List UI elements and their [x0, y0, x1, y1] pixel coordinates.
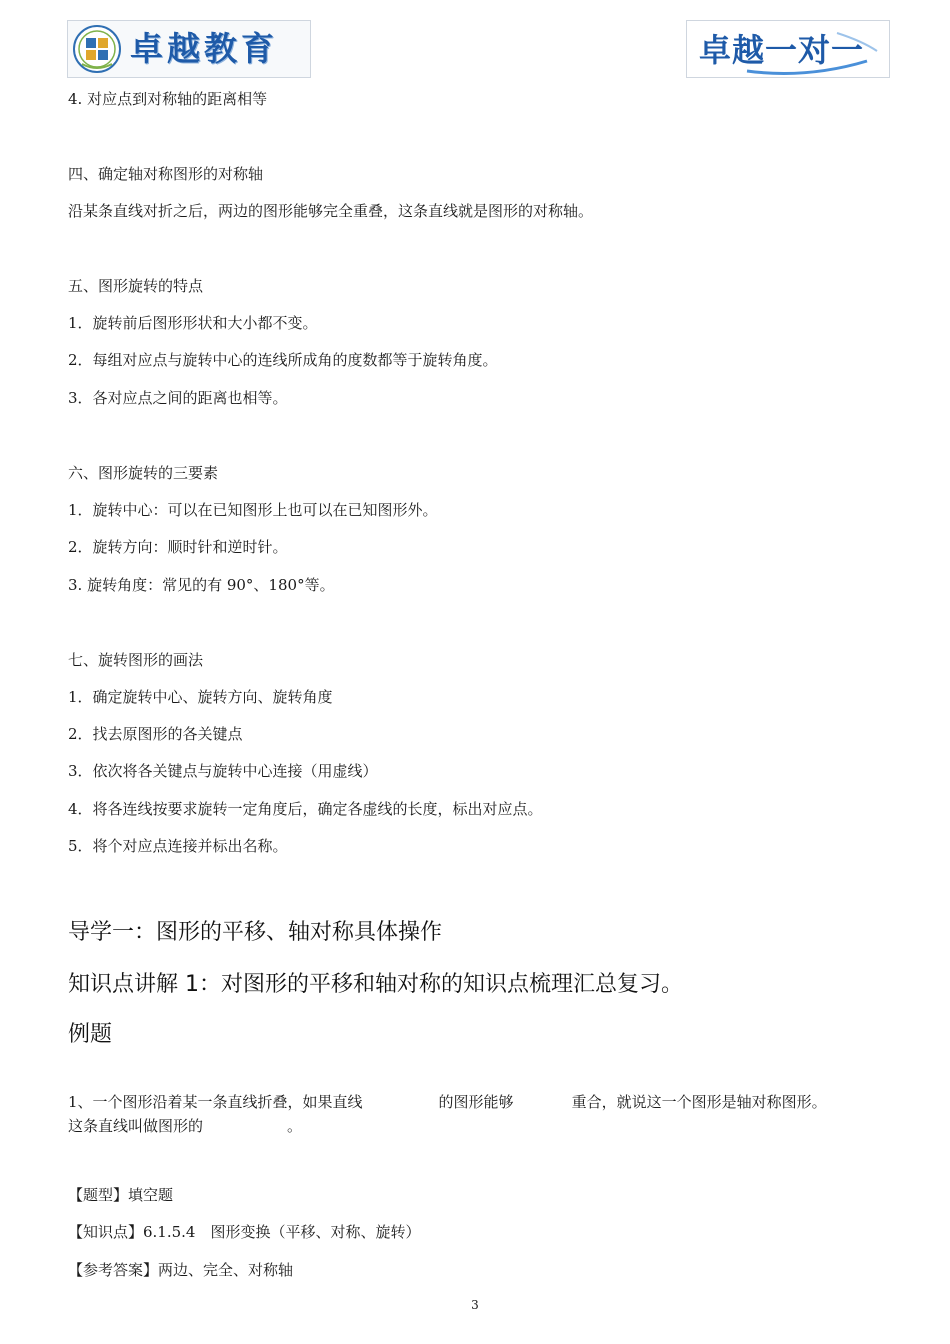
question-text: 这条直线叫做图形的	[68, 1117, 204, 1135]
question-line-2	[68, 1116, 302, 1136]
section-heading: 五、图形旋转的特点	[68, 277, 204, 295]
guide-heading: 导学一：图形的平移、轴对称具体操作	[68, 920, 443, 945]
page-number: 3	[471, 1298, 479, 1312]
question-type: 【题型】填空题	[68, 1186, 174, 1204]
knowledge-point: 【知识点】6.1.5.4 图形变换（平移、对称、旋转）	[68, 1223, 421, 1241]
list-item: 3．各对应点之间的距离也相等。	[68, 389, 288, 407]
zhuoyue-education-logo	[67, 20, 311, 78]
section-heading: 七、旋转图形的画法	[68, 651, 204, 669]
list-item: 2．每组对应点与旋转中心的连线所成角的度数都等于旋转角度。	[68, 351, 498, 369]
zhuoyue-one-on-one-logo	[686, 20, 890, 78]
list-item: 2．找去原图形的各关键点	[68, 725, 243, 743]
right-logo-text: 卓越一对一	[699, 31, 865, 69]
question-text: 1、一个图形沿着某一条直线折叠，如果直线	[68, 1093, 363, 1111]
question-text: 重合，就说这一个图形是轴对称图形。	[571, 1093, 827, 1111]
question-text: 的图形能够	[438, 1093, 514, 1111]
definition-line: 沿某条直线对折之后，两边的图形能够完全重叠，这条直线就是图形的对称轴。	[68, 202, 594, 220]
list-item: 1．旋转前后图形形状和大小都不变。	[68, 314, 318, 332]
list-item: 3．依次将各关键点与旋转中心连接（用虚线）	[68, 762, 378, 780]
section-heading: 六、图形旋转的三要素	[68, 464, 219, 482]
question-line-1	[68, 1092, 827, 1112]
question-text: 。	[287, 1117, 303, 1135]
list-item: 2．旋转方向：顺时针和逆时针。	[68, 538, 288, 556]
knowledge-heading: 知识点讲解 1：对图形的平移和轴对称的知识点梳理汇总复习。	[68, 972, 683, 997]
list-item: 5．将个对应点连接并标出名称。	[68, 837, 288, 855]
list-item: 1．旋转中心：可以在已知图形上也可以在已知图形外。	[68, 501, 438, 519]
rule-line: 4. 对应点到对称轴的距离相等	[68, 90, 268, 108]
school-emblem-icon	[72, 24, 122, 74]
section-heading: 四、确定轴对称图形的对称轴	[68, 165, 264, 183]
example-heading: 例题	[68, 1022, 113, 1047]
list-item: 3. 旋转角度：常见的有 90°、180°等。	[68, 576, 335, 594]
list-item: 1．确定旋转中心、旋转方向、旋转角度	[68, 688, 333, 706]
reference-answer: 【参考答案】两边、完全、对称轴	[68, 1261, 294, 1279]
left-logo-text: 卓越教育	[130, 29, 278, 68]
list-item: 4．将各连线按要求旋转一定角度后，确定各虚线的长度，标出对应点。	[68, 800, 543, 818]
